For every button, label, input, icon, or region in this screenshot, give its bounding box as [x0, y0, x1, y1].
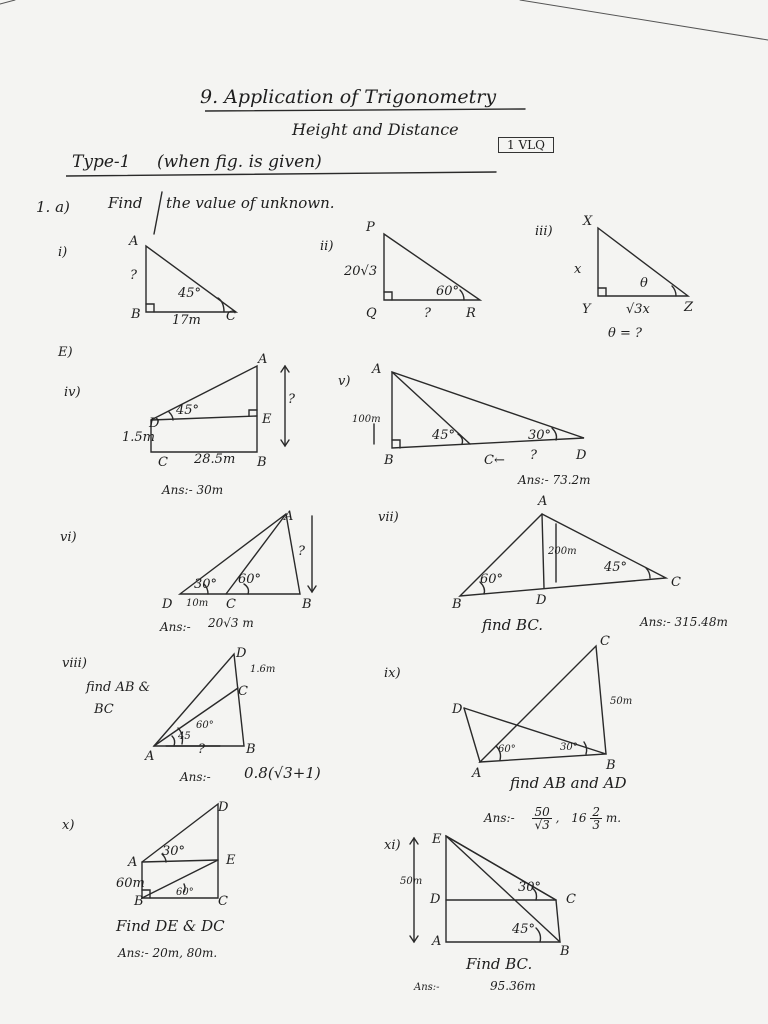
- p9-answer-mixed-numerator: 2: [592, 805, 600, 819]
- p5-unknown: ?: [530, 448, 537, 463]
- p1-label-c: C: [226, 309, 236, 324]
- p2-label-r: R: [466, 306, 476, 321]
- p4-label-b: B: [257, 455, 267, 470]
- p8-ask-2: BC: [94, 702, 114, 717]
- p4-label-a: A: [258, 352, 268, 367]
- problem-5-number: v): [338, 374, 351, 389]
- p10-angle-60: 60°: [176, 887, 194, 898]
- p6-angle-60: 60°: [238, 572, 262, 587]
- p9-ask: find AB and AD: [510, 774, 627, 792]
- p9-answer-numerator: 50: [534, 805, 550, 819]
- p9-answer-unit: m.: [605, 811, 622, 825]
- p10-height: 60m: [116, 876, 145, 891]
- problem-3-figure: [592, 222, 702, 312]
- p9-height: 50m: [610, 696, 633, 707]
- p9-label-b: B: [606, 758, 616, 773]
- p5-answer: Ans:- 73.2m: [518, 473, 591, 487]
- p6-unknown: ?: [298, 544, 305, 559]
- p6-label-a: A: [284, 509, 294, 524]
- p9-angle-30: 30°: [560, 742, 578, 753]
- p1-unknown: ?: [130, 268, 137, 283]
- title-underline: [205, 106, 535, 116]
- problem-9-figure: [460, 638, 620, 768]
- question-number: 1. a): [36, 198, 70, 216]
- p11-answer-label: Ans:-: [414, 982, 440, 993]
- p9-answer: [484, 806, 621, 831]
- p3-label-z: Z: [684, 300, 694, 315]
- p8-label-d: D: [236, 646, 247, 661]
- p7-angle-45: 45°: [604, 560, 628, 575]
- problem-3-number: iii): [535, 224, 553, 239]
- p8-length: 1.6m: [250, 664, 276, 675]
- p11-angle-45: 45°: [512, 922, 536, 937]
- problem-6-number: vi): [60, 530, 77, 545]
- problem-7-figure: [450, 508, 680, 608]
- p8-label-b: B: [246, 742, 256, 757]
- p4-label-e: E: [262, 412, 272, 427]
- p11-label-b: B: [560, 944, 570, 959]
- type-underline: [66, 170, 506, 180]
- p6-answer-label: Ans:-: [160, 620, 191, 634]
- vlq-badge: 1 VLQ: [498, 137, 554, 153]
- p3-label-x: X: [583, 214, 593, 229]
- problem-1-number: i): [58, 245, 68, 260]
- p8-label-c: C: [238, 684, 248, 699]
- p5-arrow: C←: [484, 453, 505, 468]
- type-note: (when fig. is given): [157, 152, 322, 172]
- p3-ask: θ = ?: [608, 326, 642, 341]
- p9-answer-separator: ,: [555, 811, 560, 825]
- p7-answer: Ans:- 315.48m: [640, 615, 728, 629]
- p9-answer-whole: 16: [571, 811, 587, 825]
- p5-angle-45: 45°: [432, 428, 456, 443]
- p5-label-a: A: [372, 362, 382, 377]
- p2-label-p: P: [366, 220, 375, 235]
- p9-label-d: D: [452, 702, 463, 717]
- p11-answer: 95.36m: [490, 979, 536, 993]
- problem-9-number: ix): [384, 666, 401, 681]
- p2-unknown: ?: [424, 306, 431, 321]
- p4-height: 1.5m: [122, 430, 156, 445]
- problem-11-figure: [406, 830, 566, 950]
- p2-angle: 60°: [436, 284, 460, 299]
- p4-label-d: D: [149, 416, 160, 431]
- p10-label-a: A: [128, 855, 138, 870]
- p9-angle-60: 60°: [498, 744, 516, 755]
- p6-angle-30: 30°: [194, 577, 218, 592]
- p8-label-a: A: [145, 749, 155, 764]
- p7-label-d: D: [536, 593, 547, 608]
- p4-angle: 45°: [176, 403, 200, 418]
- p2-label-q: Q: [366, 306, 377, 321]
- page-title: 9. Application of Trigonometry: [200, 86, 497, 108]
- p1-angle: 45°: [178, 286, 202, 301]
- p11-height: 50m: [400, 876, 423, 887]
- p3-label-y: Y: [582, 302, 591, 317]
- p9-answer-fraction: [532, 806, 551, 831]
- p6-label-c: C: [226, 597, 236, 612]
- p9-answer-mixed-fraction: [590, 806, 602, 831]
- p7-label-a: A: [538, 494, 548, 509]
- question-text-rest: the value of unknown.: [166, 194, 335, 212]
- p1-label-b: B: [131, 307, 141, 322]
- p10-label-e: E: [226, 853, 236, 868]
- p4-label-c: C: [158, 455, 168, 470]
- p2-side: 20√3: [344, 264, 378, 279]
- p9-answer-mixed-denominator: 3: [592, 818, 600, 832]
- problem-2-figure: [378, 228, 498, 318]
- p9-label-c: C: [600, 634, 610, 649]
- p10-answer: Ans:- 20m, 80m.: [118, 946, 218, 960]
- problem-10-number: x): [62, 818, 75, 833]
- p10-angle-30: 30°: [162, 844, 186, 859]
- problem-5-figure: [370, 364, 590, 464]
- p11-label-a: A: [432, 934, 442, 949]
- p10-ask: Find DE & DC: [116, 917, 225, 935]
- problem-7-number: vii): [378, 510, 399, 525]
- p11-label-c: C: [566, 892, 576, 907]
- p3-side-x: x: [574, 262, 582, 277]
- p3-base: √3x: [626, 302, 650, 317]
- problem-4-figure: [145, 360, 305, 460]
- p7-label-b: B: [452, 597, 462, 612]
- p10-label-c: C: [218, 894, 228, 909]
- p7-angle-60: 60°: [480, 572, 504, 587]
- p8-angle-45: 45: [178, 731, 191, 742]
- p4-base: 28.5m: [194, 452, 236, 467]
- p11-label-e: E: [432, 832, 442, 847]
- problem-11-number: xi): [384, 838, 401, 853]
- p6-label-d: D: [162, 597, 173, 612]
- p1-base: 17m: [172, 313, 201, 328]
- p8-answer: 0.8(√3+1): [244, 764, 321, 782]
- p7-height: 200m: [548, 546, 577, 557]
- problem-4-number: iv): [64, 385, 81, 400]
- p8-ask-1: find AB &: [86, 680, 151, 695]
- p5-label-b: B: [384, 453, 394, 468]
- problem-8-number: viii): [62, 656, 87, 671]
- p9-answer-label: Ans:-: [484, 811, 515, 825]
- p10-label-b: B: [134, 894, 144, 909]
- page-subtitle: Height and Distance: [292, 120, 459, 139]
- p8-answer-label: Ans:-: [180, 770, 211, 784]
- p1-label-a: A: [129, 234, 139, 249]
- problem-8-figure: [150, 648, 260, 758]
- p7-ask: find BC.: [482, 616, 544, 634]
- problem-2-number: ii): [320, 239, 334, 254]
- p7-label-c: C: [671, 575, 681, 590]
- p3-theta: θ: [640, 276, 648, 291]
- p11-label-d: D: [430, 892, 441, 907]
- p9-label-a: A: [472, 766, 482, 781]
- p8-angle-60: 60°: [196, 720, 214, 731]
- question-text: Find: [108, 194, 143, 212]
- p4-strike: E): [58, 345, 73, 360]
- p11-ask: Find BC.: [466, 955, 533, 973]
- page-edge-decoration: [0, 0, 768, 60]
- p6-answer: 20√3 m: [208, 616, 254, 630]
- p9-answer-denominator: √3: [534, 818, 550, 832]
- p4-answer: Ans:- 30m: [162, 483, 224, 497]
- p8-unknown: ?: [198, 742, 205, 757]
- type-heading: Type-1: [72, 152, 131, 172]
- p5-label-d: D: [576, 448, 587, 463]
- p6-label-b: B: [302, 597, 312, 612]
- p6-distance: 10m: [186, 598, 209, 609]
- p5-height: 100m: [352, 414, 381, 425]
- p5-angle-30: 30°: [528, 428, 552, 443]
- p11-angle-30: 30°: [518, 880, 542, 895]
- p10-label-d: D: [218, 800, 229, 815]
- p4-unknown: ?: [288, 392, 295, 407]
